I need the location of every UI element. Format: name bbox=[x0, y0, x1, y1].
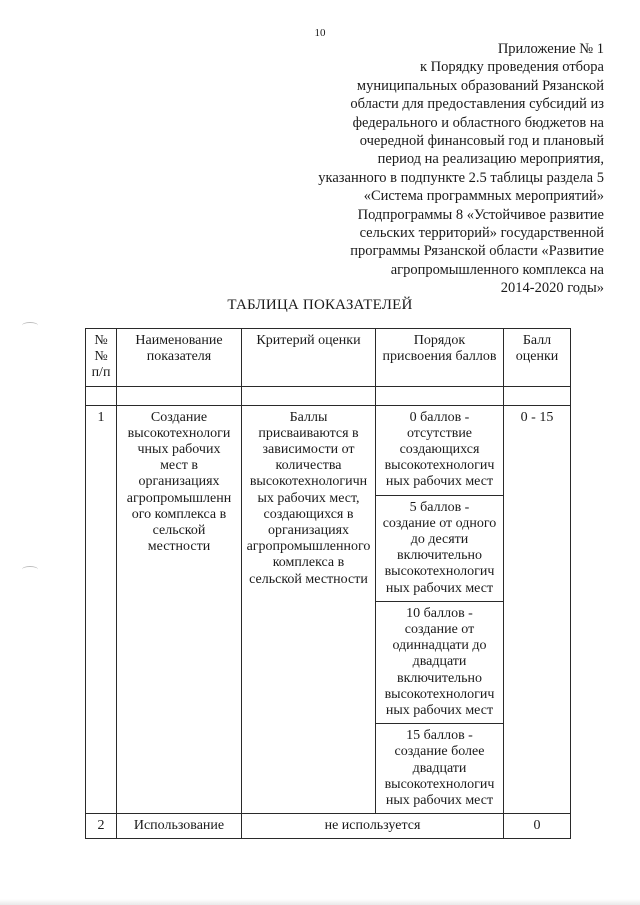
annex-line: очередной финансовый год и плановый bbox=[359, 133, 604, 150]
spacer-row bbox=[86, 386, 571, 405]
row1-order-10: 10 баллов - создание от одиннадцати до двадцати включительно высокотехнологич ных рабочих мест bbox=[376, 601, 504, 723]
table-header-row bbox=[86, 329, 571, 387]
binder-hole-mark bbox=[22, 566, 38, 573]
header-order: Порядок присвоения баллов bbox=[376, 329, 504, 387]
annex-line: указанного в подпункте 2.5 таблицы раздела 5 bbox=[318, 169, 604, 186]
row1-number: 1 bbox=[86, 405, 117, 814]
binder-hole-mark bbox=[22, 322, 38, 329]
annex-line: сельских территорий» государственной bbox=[359, 225, 604, 242]
annex-line: 2014-2020 годы» bbox=[500, 280, 604, 297]
row1-order-5: 5 баллов - создание от одного до десяти включительно высокотехнологич ных рабочих мест bbox=[376, 495, 504, 601]
row1-name: Создание высокотехнологи чных рабочих мест в организациях агропромышленн ого комплекса в сельской местности bbox=[117, 405, 242, 814]
annex-line: программы Рязанской области «Развитие bbox=[350, 243, 604, 260]
row2-merged: не используется bbox=[242, 814, 504, 839]
annex-header bbox=[274, 40, 604, 298]
annex-line: «Система программных мероприятий» bbox=[363, 188, 604, 205]
annex-line: к Порядку проведения отбора bbox=[419, 59, 604, 76]
page-bottom-edge bbox=[0, 899, 640, 905]
table-row bbox=[86, 405, 571, 495]
header-name: Наименование показателя bbox=[117, 329, 242, 387]
row1-score: 0 - 15 bbox=[504, 405, 571, 814]
row1-order-15: 15 баллов - создание более двадцати высокотехнологич ных рабочих мест bbox=[376, 724, 504, 814]
indicators-table bbox=[85, 328, 571, 839]
row2-name: Использование bbox=[117, 814, 242, 839]
annex-line: агропромышленного комплекса на bbox=[390, 261, 604, 278]
row1-criterion: Баллы присваиваются в зависимости от количества высокотехнологичн ых рабочих мест, создающихся в организациях агропромышленного комплекса в сельской местности bbox=[242, 405, 376, 814]
annex-line: федерального и областного бюджетов на bbox=[352, 114, 604, 131]
annex-line: период на реализацию мероприятия, bbox=[377, 151, 604, 168]
annex-line: муниципальных образований Рязанской bbox=[356, 77, 604, 94]
header-number: № № п/п bbox=[86, 329, 117, 387]
annex-line: Подпрограммы 8 «Устойчивое развитие bbox=[357, 206, 604, 223]
row2-number: 2 bbox=[86, 814, 117, 839]
table-row bbox=[86, 814, 571, 839]
header-score: Балл оценки bbox=[504, 329, 571, 387]
annex-line: Приложение № 1 bbox=[497, 41, 604, 57]
header-criterion: Критерий оценки bbox=[242, 329, 376, 387]
row2-score: 0 bbox=[504, 814, 571, 839]
annex-line: области для предоставления субсидий из bbox=[350, 96, 604, 113]
row1-order-0: 0 баллов - отсутствие создающихся высокотехнологич ных рабочих мест bbox=[376, 405, 504, 495]
page-number: 10 bbox=[314, 27, 326, 39]
table-title: ТАБЛИЦА ПОКАЗАТЕЛЕЙ bbox=[227, 297, 413, 313]
